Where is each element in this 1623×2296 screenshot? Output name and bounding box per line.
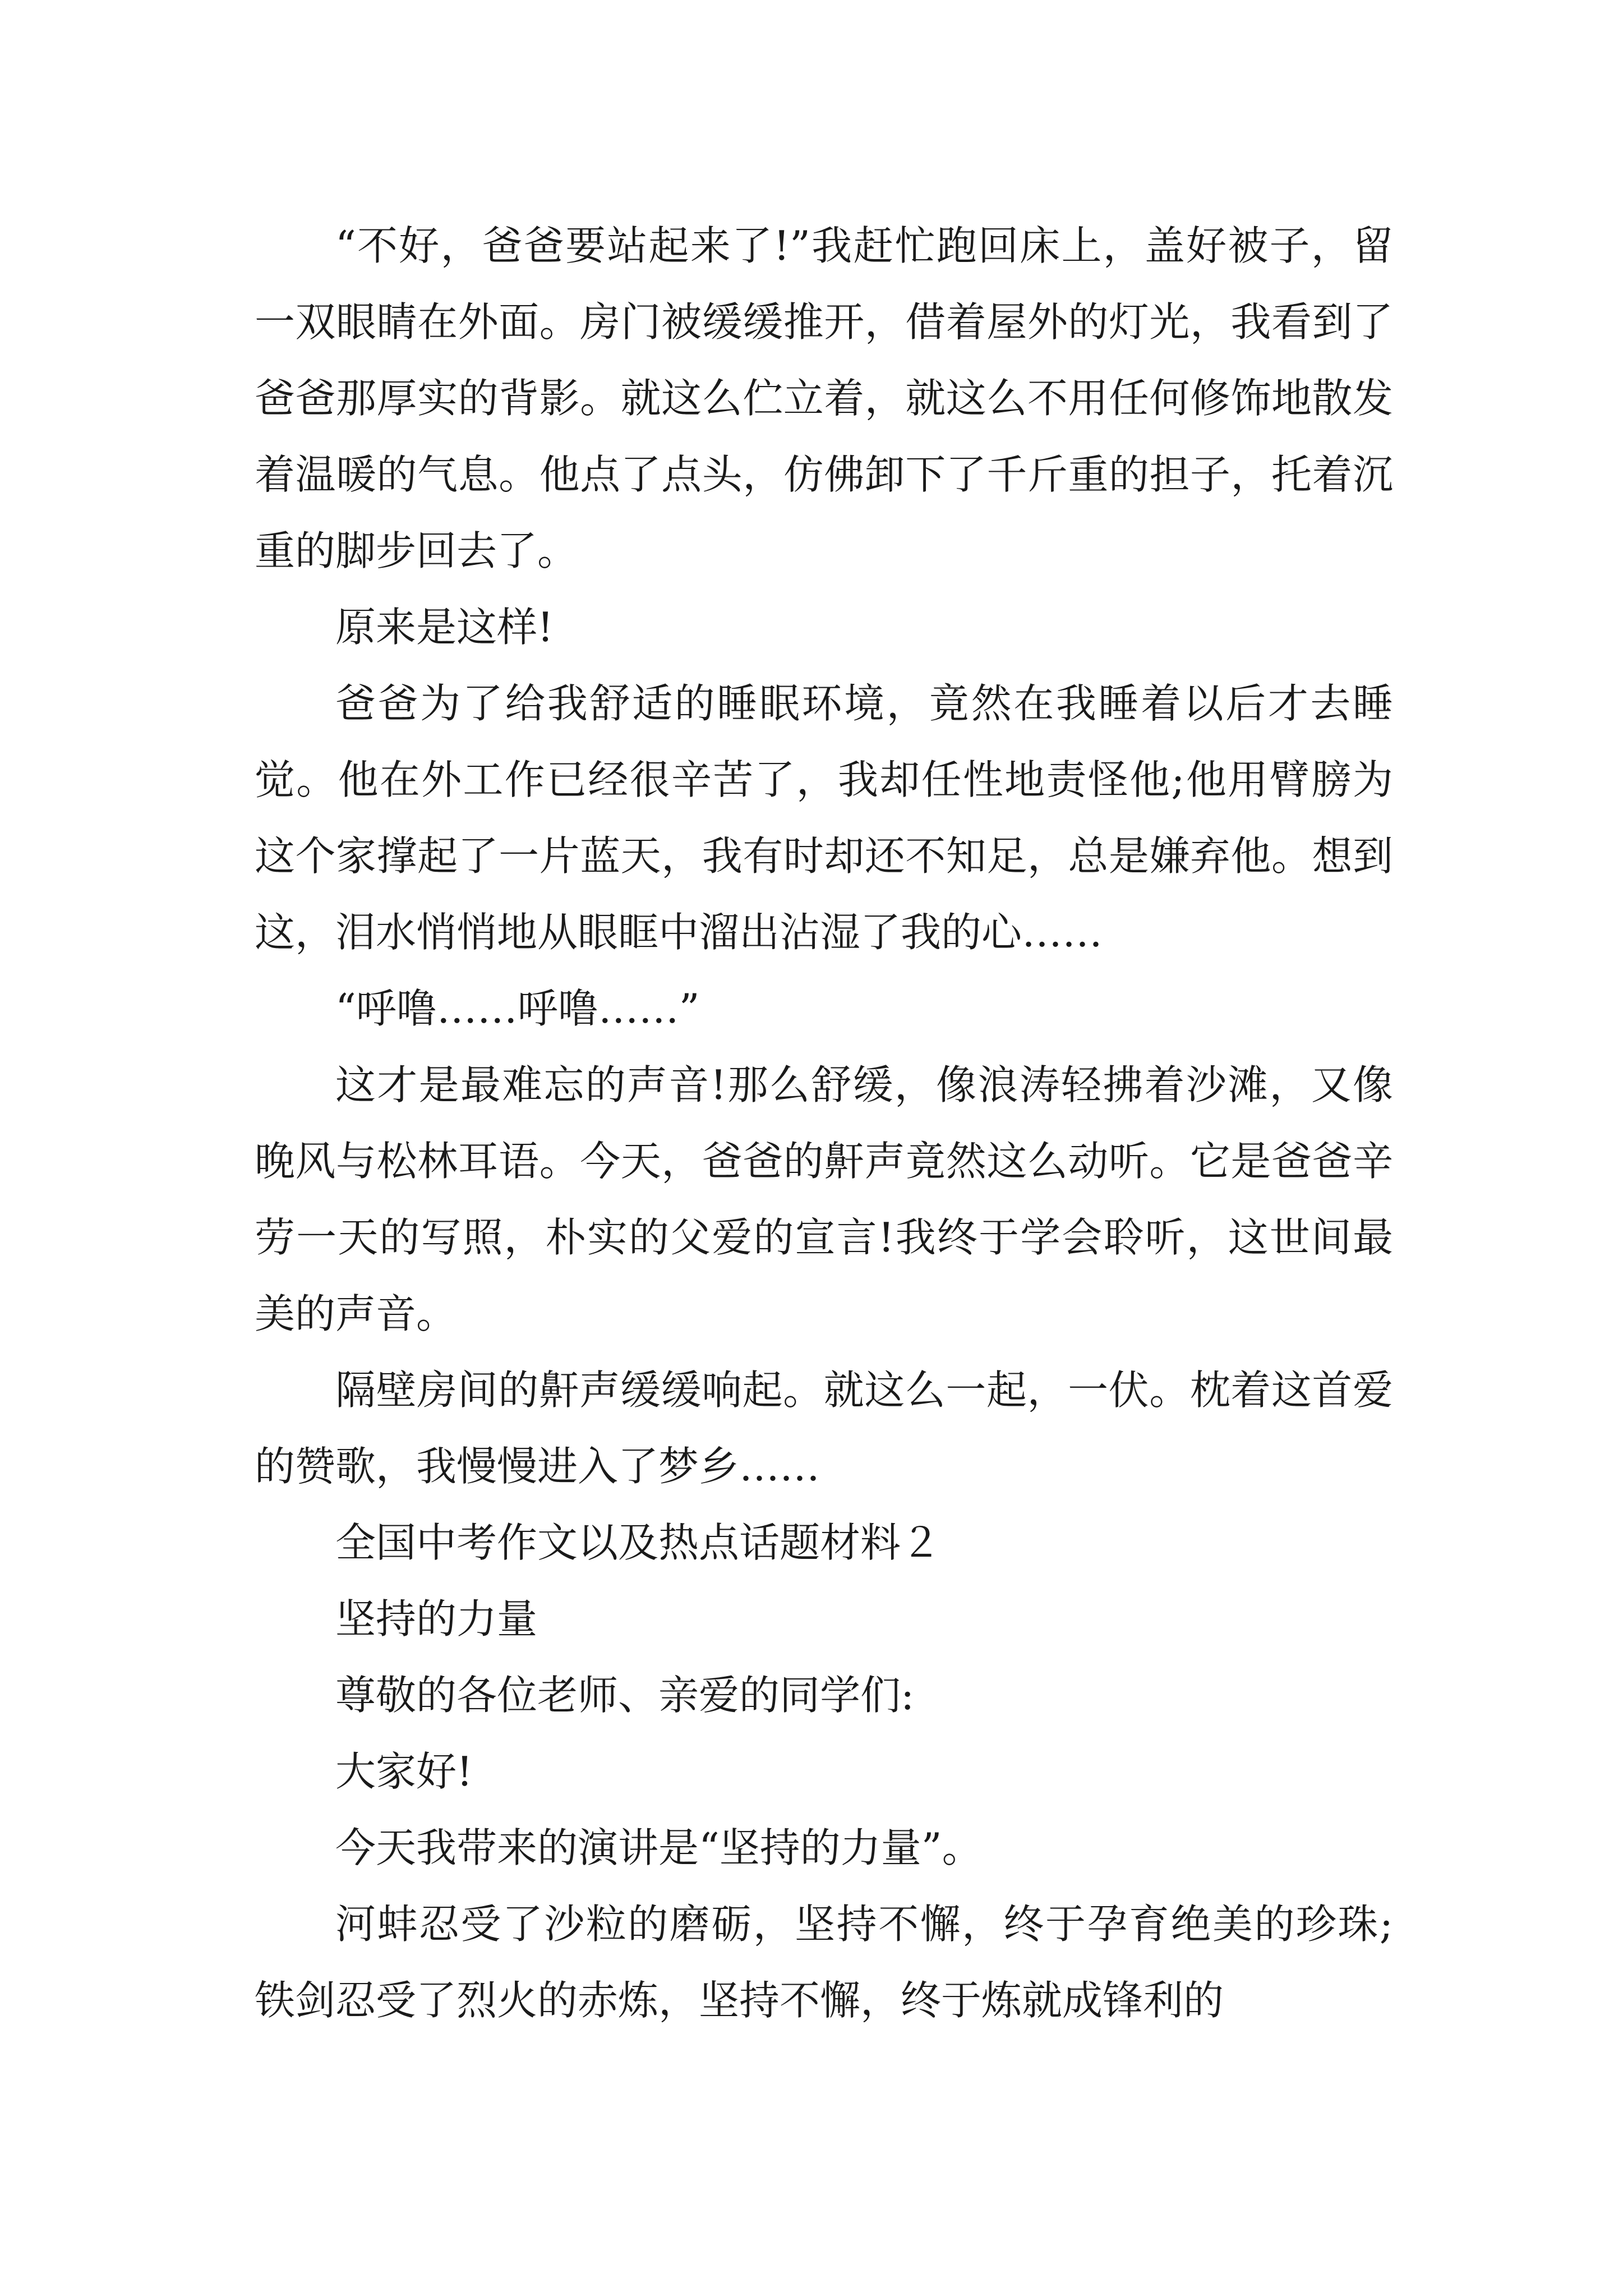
paragraph-father-sacrifice: 爸爸为了给我舒适的睡眠环境，竟然在我睡着以后才去睡觉。他在外工作已经很辛苦了，我却任性地责怪他;他用臂膀为这个家撑起了一片蓝天，我有时却还不知足，总是嫌弃他。想到这，泪水悄悄地从眼眶中溜出沾湿了我的心…… bbox=[255, 680, 1393, 956]
paragraph-snore-sound: “呼噜……呼噜……” bbox=[335, 985, 700, 1032]
section-heading: 全国中考作文以及热点话题材料２ bbox=[335, 1519, 942, 1566]
essay-title: 坚持的力量 bbox=[335, 1595, 538, 1642]
paragraph-perseverance-examples: 河蚌忍受了沙粒的磨砺，坚持不懈，终于孕育绝美的珍珠;铁剑忍受了烈火的赤炼，坚持不懈，终于炼就成锋利的 bbox=[255, 1901, 1393, 2024]
document-body bbox=[255, 208, 1393, 2039]
paragraph-father-looks-in: “不好，爸爸要站起来了!”我赶忙跑回床上，盖好被子，留一双眼睛在外面。房门被缓缓推开，借着屋外的灯光，我看到了爸爸那厚实的背影。就这么伫立着，就这么不用任何修饰地散发着温暖的气息。他点了点头，仿佛卸下了千斤重的担子，托着沉重的脚步回去了。 bbox=[255, 222, 1393, 574]
salutation: 尊敬的各位老师、亲爱的同学们: bbox=[335, 1672, 915, 1719]
greeting: 大家好! bbox=[335, 1748, 473, 1795]
paragraph-realization: 原来是这样! bbox=[335, 604, 554, 651]
paragraph-most-memorable-sound: 这才是最难忘的声音!那么舒缓，像浪涛轻拂着沙滩，又像晚风与松林耳语。今天，爸爸的鼾声竟然这么动听。它是爸爸辛劳一天的写照，朴实的父爱的宣言!我终于学会聆听，这世间最美的声音。 bbox=[255, 1061, 1393, 1337]
speech-intro: 今天我带来的演讲是“坚持的力量”。 bbox=[335, 1824, 983, 1871]
paragraph-falling-asleep: 隔壁房间的鼾声缓缓响起。就这么一起，一伏。枕着这首爱的赞歌，我慢慢进入了梦乡…… bbox=[255, 1366, 1393, 1490]
